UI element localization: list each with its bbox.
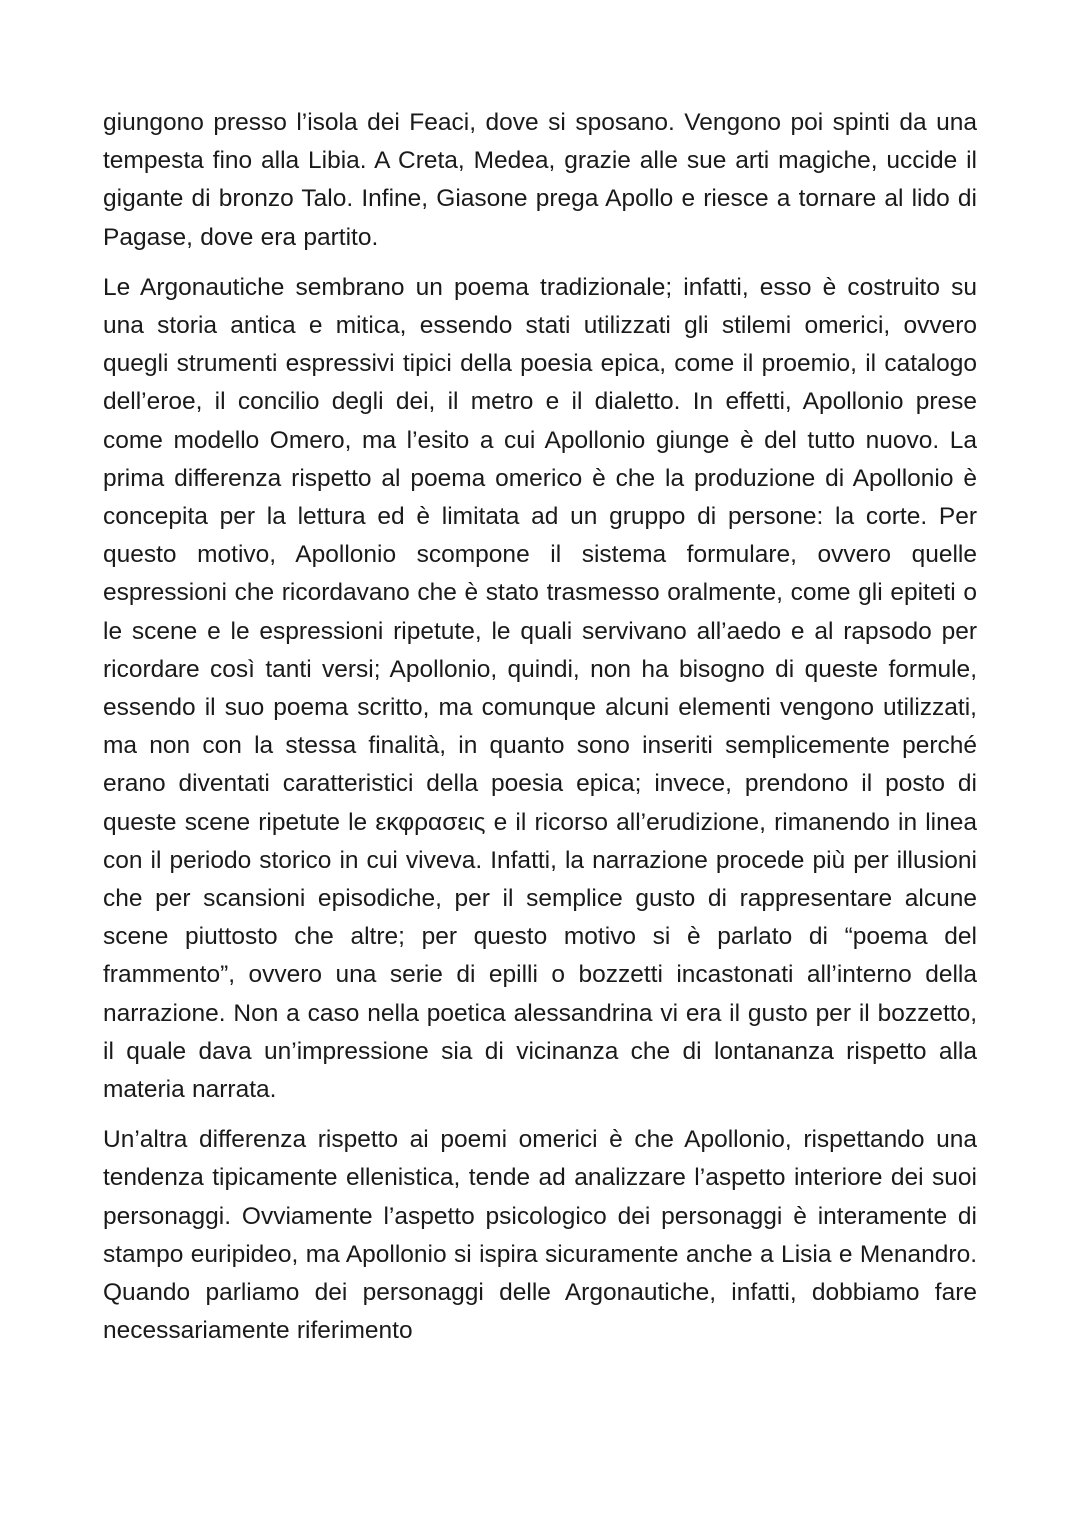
paragraph-1: giungono presso l’isola dei Feaci, dove si sposano. Vengono poi spinti da una tempesta fino alla Libia. A Creta, Medea, grazie alle sue arti magiche, uccide il gigante di bronzo Talo. Infine, Giasone prega Apollo e riesce a tornare al lido di Pagase, dove era partito.: [103, 109, 977, 251]
paragraph-3: Un’altra differenza rispetto ai poemi omerici è che Apollonio, rispettando una tendenza tipicamente ellenistica, tende ad analizzare l’aspetto interiore dei suoi personaggi. Ovviamente l’aspetto psicologico dei personaggi è interamente di stampo euripideo, ma Apollonio si ispira sicuramente anche a Lisia e Menandro. Quando parliamo dei personaggi delle Argonautiche, infatti, dobbiamo fare necessariamente riferimento: [103, 1126, 977, 1345]
paragraph-2: Le Argonautiche sembrano un poema tradizionale; infatti, esso è costruito su una storia antica e mitica, essendo stati utilizzati gli stilemi omerici, ovvero quegli strumenti espressivi tipici della poesia epica, come il proemio, il catalogo dell’eroe, il concilio degli dei, il metro e il dialetto. In effetti, Apollonio prese come modello Omero, ma l’esito a cui Apollonio giunge è del tutto nuovo. La prima differenza rispetto al poema omerico è che la produzione di Apollonio è concepita per la lettura ed è limitata ad un gruppo di persone: la corte. Per questo motivo, Apollonio scompone il sistema formulare, ovvero quelle espressioni che ricordavano che è stato trasmesso oralmente, come gli epiteti o le scene e le espressioni ripetute, le quali servivano all’aedo e al rapsodo per ricordare così tanti versi; Apollonio, quindi, non ha bisogno di queste formule, essendo il suo poema scritto, ma comunque alcuni elementi vengono utilizzati, ma non con la stessa finalità, in quanto sono inseriti semplicemente perché erano diventati caratteristici della poesia epica; invece, prendono il posto di queste scene ripetute le εκφρασεις e il ricorso all’erudizione, rimanendo in linea con il periodo storico in cui viveva. Infatti, la narrazione procede più per illusioni che per scansioni episodiche, per il semplice gusto di rappresentare alcune scene piuttosto che altre; per questo motivo si è parlato di “poema del frammento”, ovvero una serie di epilli o bozzetti incastonati all’interno della narrazione. Non a caso nella poetica alessandrina vi era il gusto per il bozzetto, il quale dava un’impressione sia di vicinanza che di lontananza rispetto alla materia narrata.: [103, 273, 977, 1104]
document-page: [103, 104, 977, 1363]
